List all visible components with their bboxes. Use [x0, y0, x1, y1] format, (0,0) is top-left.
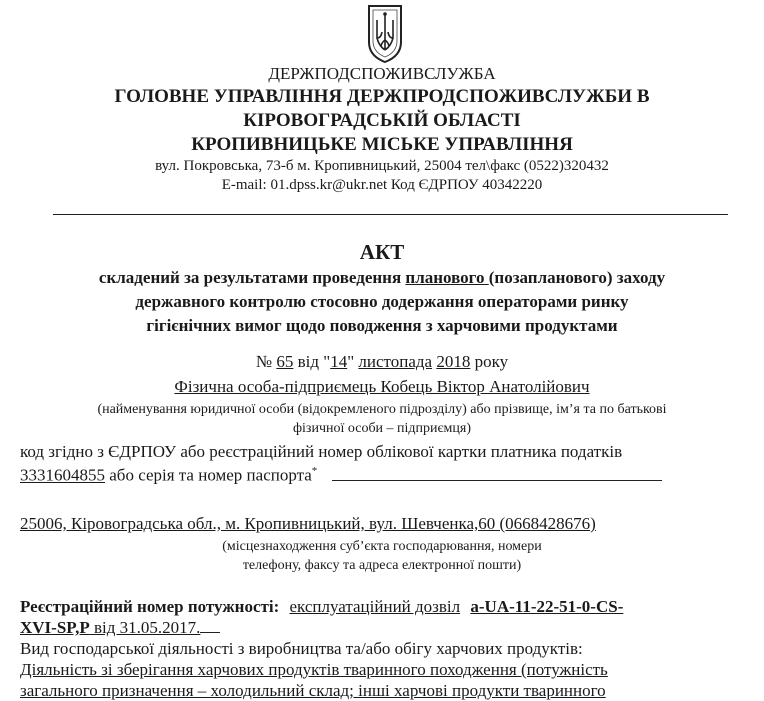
activity-value-cont: загального призначення – холодильний склад; інші харчові продукти тваринного: [20, 681, 606, 700]
entity-name-line: [0, 377, 764, 397]
act-subtitle-line3: гігієнічних вимог щодо поводження з харчовими продуктами: [146, 316, 618, 335]
activity-value-cont-line: [20, 681, 606, 701]
act-title: АКТ: [359, 240, 405, 264]
registration-line2: [20, 618, 220, 638]
location-hint2: телефону, факсу та адреса електронної пошти): [242, 558, 522, 573]
permit-date-blank: [200, 632, 220, 633]
entity-location: 25006, Кіровоградська обл., м. Кропивницький, вул. Шевченка,60 (0668428676): [20, 514, 596, 533]
tax-number: 3331604855: [20, 465, 105, 485]
number-label: №: [255, 352, 277, 371]
subtitle-post: (позапланового) заходу: [488, 268, 666, 287]
registration-line1: [20, 597, 623, 617]
location-line: [20, 514, 596, 534]
act-subtitle-line2: державного контролю стосовно додержання операторами ринку: [135, 292, 629, 311]
header-divider: [53, 214, 728, 215]
permit-text: експлуатаційний дозвіл: [289, 597, 461, 616]
subtitle-pre: складений за результатами проведення: [98, 268, 406, 287]
quote-close: ": [347, 352, 359, 371]
subtitle-planned: планового: [405, 268, 489, 287]
entity-name: Фізична особа-підприємець Кобець Віктор Анатолійович: [174, 377, 590, 396]
coat-of-arms-icon: [365, 2, 405, 64]
entity-name-hint1: (найменування юридичної особи (відокремленого підрозділу) або прізвище, ім’я та по батькові: [97, 402, 667, 417]
registration-label: Реєстраційний номер потужності:: [20, 597, 280, 616]
location-hint1: (місцезнаходження суб’єкта господарювання, номери: [222, 539, 542, 554]
passport-blank: [332, 480, 662, 481]
act-month: листопада: [358, 352, 433, 371]
act-year: 2018: [436, 352, 471, 371]
org-contacts: E-mail: 01.dpss.kr@ukr.net Код ЄДРПОУ 40342220: [221, 177, 543, 193]
permit-date: від 31.05.2017.: [89, 618, 201, 637]
department-name: КРОПИВНИЦЬКЕ МІСЬКЕ УПРАВЛІННЯ: [191, 134, 573, 155]
year-suffix: року: [470, 352, 509, 371]
code-text: код згідно з ЄДРПОУ або реєстраційний номер облікової картки платника податків: [20, 442, 623, 461]
act-number: 65: [276, 352, 294, 371]
act-subtitle-line1: [0, 268, 764, 288]
from-label: від ": [293, 352, 331, 371]
org-name-line1: ГОЛОВНЕ УПРАВЛІННЯ ДЕРЖПРОДСПОЖИВСЛУЖБИ В: [114, 86, 650, 107]
asterisk-mark: *: [311, 465, 318, 477]
activity-value-line: [20, 660, 608, 680]
activity-value: Діяльність зі зберігання харчових продуктів тваринного походження (потужність: [20, 660, 608, 679]
act-number-date: [0, 352, 764, 372]
org-name-line2: КІРОВОГРАДСЬКІЙ ОБЛАСТІ: [243, 110, 521, 131]
act-day: 14: [330, 352, 348, 371]
entity-name-hint2: фізичної особи – підприємця): [292, 421, 472, 436]
service-short-name: ДЕРЖПОДСПОЖИВСЛУЖБА: [268, 64, 496, 83]
tax-passport-line: [20, 465, 662, 486]
permit-code-part1: а-UA-11-22-51-0-CS-: [470, 597, 624, 616]
permit-code-part2: XVI-SP,P: [20, 618, 90, 637]
org-address: вул. Покровська, 73-б м. Кропивницький, 25004 тел\факс (0522)320432: [155, 158, 609, 174]
passport-text: або серія та номер паспорта: [105, 465, 312, 485]
activity-label: Вид господарської діяльності з виробництва та/або обігу харчових продуктів:: [20, 639, 583, 658]
